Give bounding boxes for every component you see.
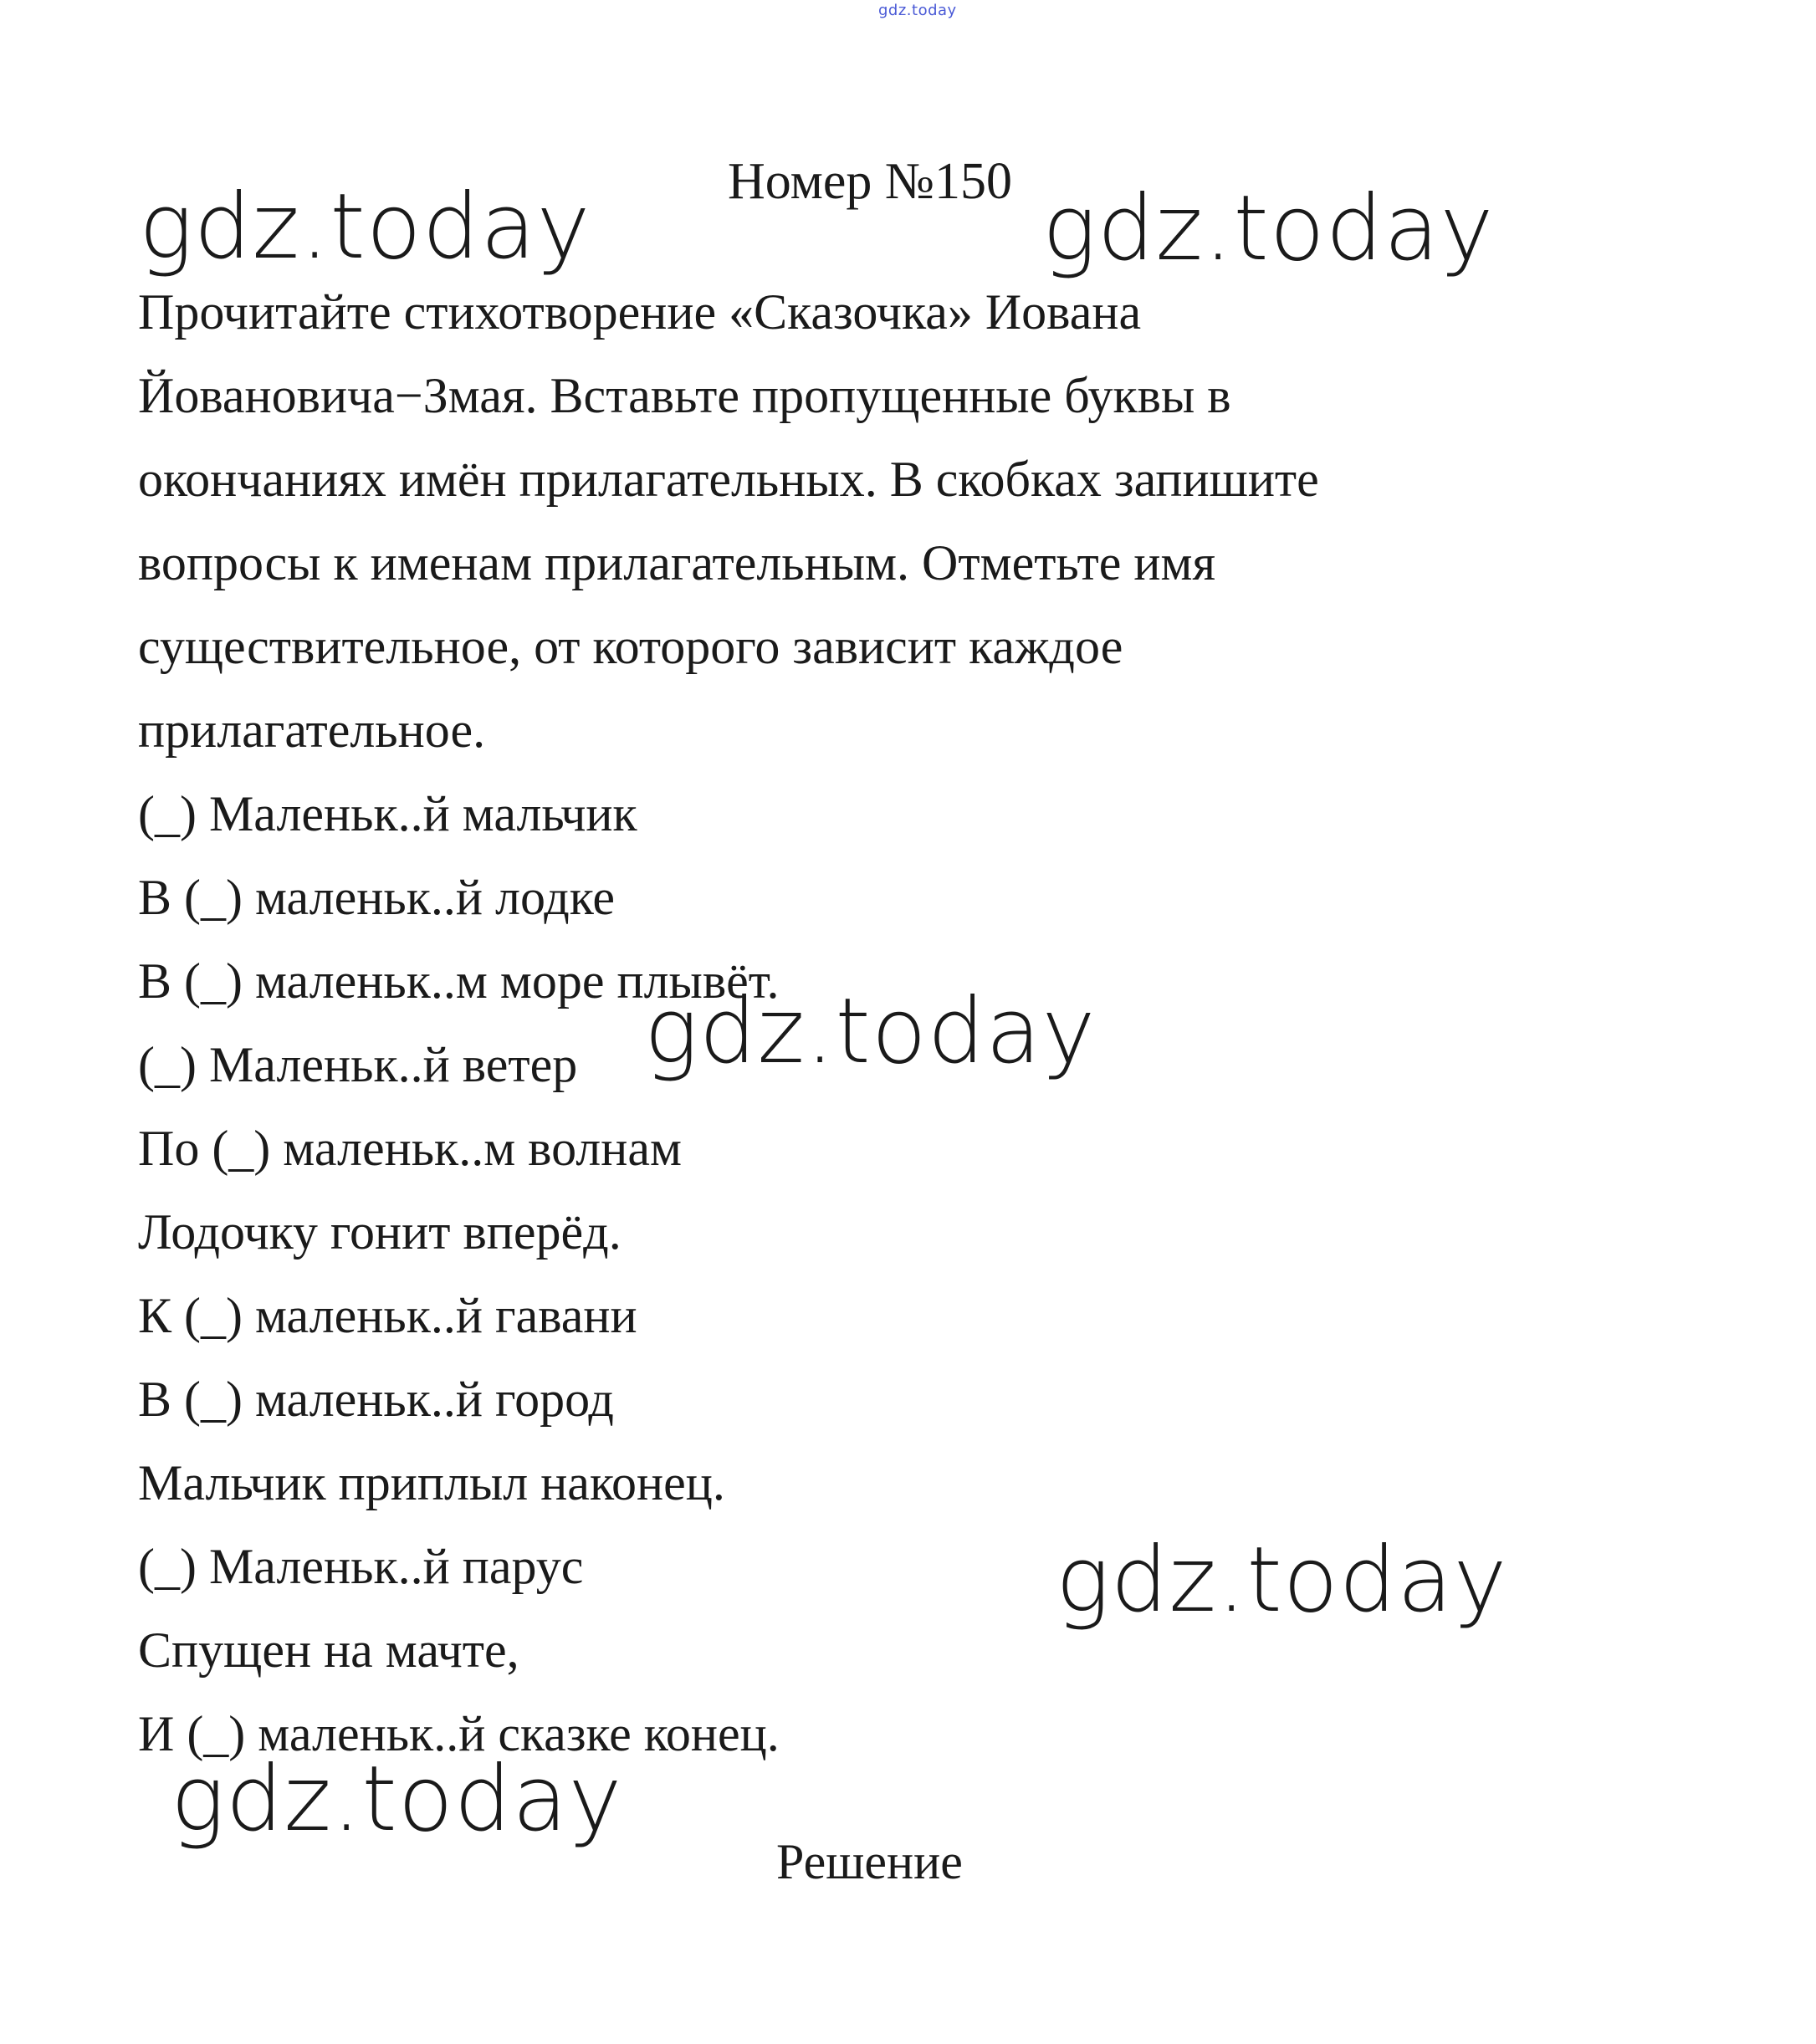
poem-line: В (_) маленьк..й город [138,1372,614,1427]
task-text [138,270,1560,772]
task-line: вопросы к именам прилагательным. Отметьте имя [138,535,1216,590]
watermark-logo: gdz.today [171,1747,623,1852]
task-line: прилагательное. [138,703,486,758]
poem-line: (_) Маленьк..й ветер [138,1037,578,1092]
watermark-top-small: gdz.today [878,2,957,19]
task-line: существительное, от которого зависит каждое [138,619,1123,674]
poem-line: В (_) маленьк..й лодке [138,870,616,925]
poem-line: И (_) маленьк..й сказке конец. [138,1706,780,1761]
poem-line: (_) Маленьк..й парус [138,1539,584,1594]
poem-line: В (_) маленьк..м море плывёт. [138,953,780,1009]
poem-line: (_) Маленьк..й мальчик [138,786,637,841]
exercise-heading: Номер №150 [728,153,1013,210]
poem-line: К (_) маленьк..й гавани [138,1288,637,1343]
poem-line: По (_) маленьк..м волнам [138,1121,682,1176]
poem [138,772,780,1776]
poem-line: Мальчик приплыл наконец. [138,1455,725,1510]
task-line: Прочитайте стихотворение «Сказочка» Иована [138,284,1142,340]
solution-label: Решение [776,1834,963,1889]
task-line: Йовановича−Змая. Вставьте пропущенные буквы в [138,368,1231,423]
watermark-logo: gdz.today [1042,176,1495,281]
watermark-logo: gdz.today [644,979,1097,1084]
task-line: окончаниях имён прилагательных. В скобках запишите [138,452,1319,507]
poem-line: Спущен на мачте, [138,1622,519,1678]
poem-line: Лодочку гонит вперёд. [138,1204,622,1260]
watermark-logo: gdz.today [139,175,591,279]
watermark-logo: gdz.today [1056,1528,1508,1633]
